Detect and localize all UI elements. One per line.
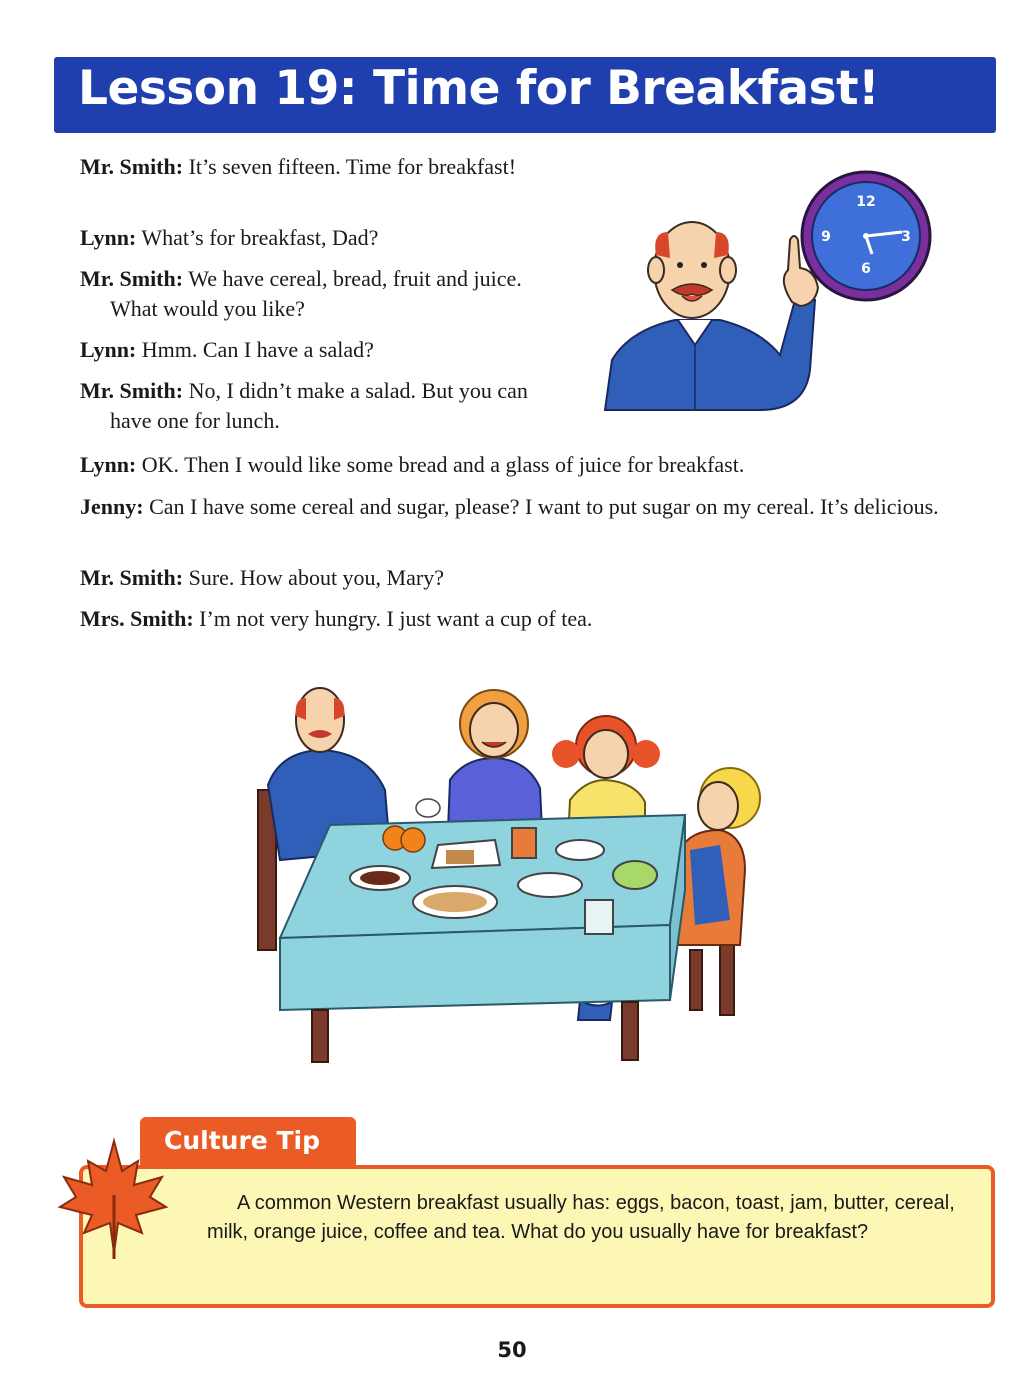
culture-tip-tab <box>140 1117 356 1167</box>
maple-leaf-icon <box>52 1135 172 1260</box>
dialogue-line <box>80 376 550 436</box>
line-text: We have cereal, bread, fruit and juice. What would you like? <box>110 266 522 321</box>
dialogue-line <box>80 152 560 182</box>
speaker: Mrs. Smith: <box>80 606 194 631</box>
culture-tip-label: Culture Tip <box>164 1126 320 1155</box>
culture-tip-box <box>79 1165 995 1308</box>
dialogue-line <box>80 335 590 365</box>
speaker: Jenny: <box>80 494 144 519</box>
family-breakfast-illustration <box>250 680 770 1065</box>
speaker: Mr. Smith: <box>80 154 184 179</box>
page-number: 50 <box>497 1338 527 1362</box>
line-text: What’s for breakfast, Dad? <box>141 225 379 250</box>
dialogue-line <box>80 492 990 522</box>
dialogue-line <box>80 223 590 253</box>
line-text: No, I didn’t make a salad. But you can have one for lunch. <box>110 378 528 433</box>
dialogue-line <box>80 264 570 324</box>
culture-tip-text: A common Western breakfast usually has: eggs, bacon, toast, jam, butter, cereal, milk, orange juice, coffee and tea. What do you usually have for breakfast? <box>207 1192 955 1243</box>
line-text: It’s seven fifteen. Time for breakfast! <box>188 154 517 179</box>
clock-numeral-3: 3 <box>901 229 911 245</box>
line-text: Hmm. Can I have a salad? <box>141 337 374 362</box>
line-text: OK. Then I would like some bread and a glass of juice for breakfast. <box>141 452 745 477</box>
father-pointing-illustration <box>600 170 940 415</box>
speaker: Lynn: <box>80 337 137 362</box>
speaker: Mr. Smith: <box>80 378 184 403</box>
clock-numeral-6: 6 <box>861 261 871 277</box>
line-text: Sure. How about you, Mary? <box>188 565 444 590</box>
clock-numeral-9: 9 <box>821 229 831 245</box>
lesson-title: Lesson 19: Time for Breakfast! <box>78 61 880 116</box>
dialogue-line <box>80 450 990 480</box>
speaker: Lynn: <box>80 452 137 477</box>
dialogue-line <box>80 604 990 634</box>
speaker: Mr. Smith: <box>80 565 184 590</box>
line-text: I’m not very hungry. I just want a cup of tea. <box>199 606 593 631</box>
speaker: Lynn: <box>80 225 137 250</box>
lesson-title-banner <box>54 57 996 133</box>
speaker: Mr. Smith: <box>80 266 184 291</box>
dialogue-line <box>80 563 990 593</box>
clock-numeral-12: 12 <box>856 194 876 210</box>
line-text: Can I have some cereal and sugar, please? I want to put sugar on my cereal. It’s delicious. <box>149 494 939 519</box>
